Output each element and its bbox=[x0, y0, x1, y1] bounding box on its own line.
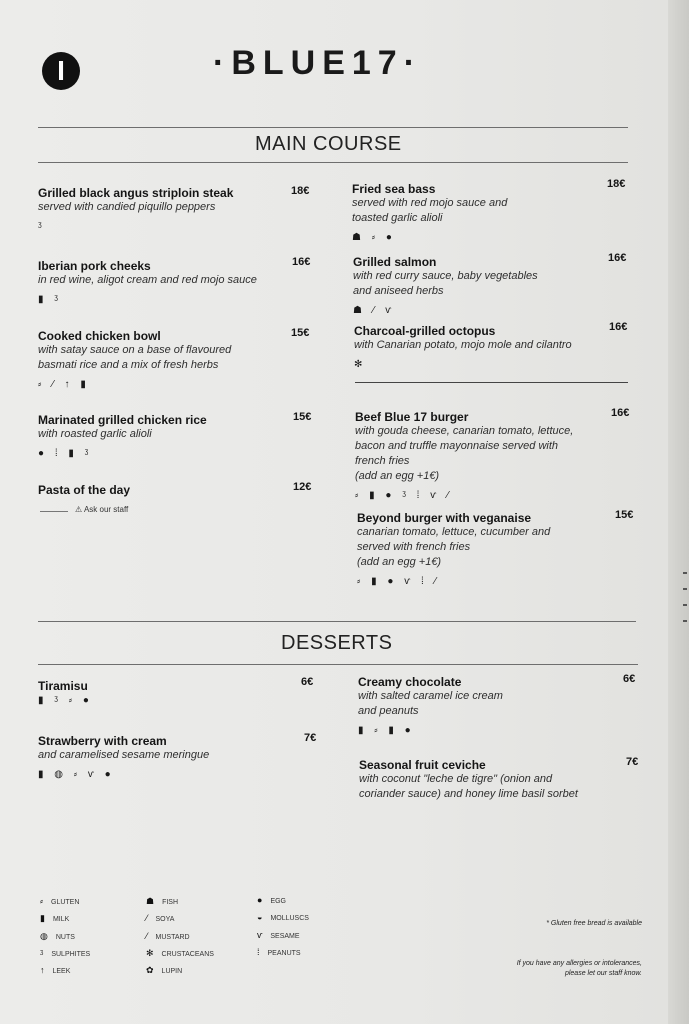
divider bbox=[38, 127, 628, 128]
item-price: 15€ bbox=[293, 411, 312, 423]
item-description: and caramelised sesame meringue bbox=[38, 749, 210, 761]
section-title-desserts: DESSERTS bbox=[281, 632, 393, 654]
item-description: with roasted garlic alioli bbox=[38, 428, 152, 440]
egg-icon: ● bbox=[257, 895, 263, 905]
item-name: Iberian pork cheeks bbox=[38, 259, 151, 273]
legend-gluten bbox=[40, 896, 79, 906]
legend-mustard bbox=[146, 931, 190, 941]
allergen-icons: ᶾ bbox=[38, 221, 46, 232]
crustaceans-icon: ✻ bbox=[146, 948, 154, 958]
allergen-icons: ▮ ᶾ bbox=[38, 294, 62, 305]
gluten-free-note: * Gluten free bread is available bbox=[546, 920, 642, 927]
item-price: 16€ bbox=[611, 407, 630, 419]
item-price: 6€ bbox=[623, 673, 636, 685]
item-name: Cooked chicken bowl bbox=[38, 329, 161, 343]
allergen-icons: ▮ ◍ ⸗ ⱱ ● bbox=[38, 769, 115, 780]
item-name: Grilled black angus striploin steak bbox=[38, 186, 234, 200]
leek-icon: ↑ bbox=[40, 965, 45, 975]
fish-icon: ☗ bbox=[146, 896, 155, 906]
allergen-icons: ▮ ᶾ ⸗ ● bbox=[38, 695, 93, 706]
legend-label: FISH bbox=[162, 899, 179, 906]
menu-item bbox=[352, 182, 602, 243]
divider bbox=[38, 664, 638, 665]
legend-molluscs bbox=[257, 912, 309, 922]
warning-icon: ⚠ bbox=[75, 505, 84, 514]
menu-item bbox=[357, 511, 612, 587]
allergen-icons: ☗ ⁄ ⱱ bbox=[353, 305, 396, 316]
allergen-icons: ✻ bbox=[354, 359, 367, 370]
legend-sulphites bbox=[40, 948, 90, 958]
legend-label: LUPIN bbox=[161, 968, 183, 975]
divider bbox=[38, 162, 628, 163]
gluten-icon: ⸗ bbox=[40, 896, 43, 906]
legend-label: CRUSTACEANS bbox=[161, 951, 214, 958]
item-name: Fried sea bass bbox=[352, 182, 436, 196]
ask-staff-line bbox=[40, 511, 68, 512]
item-price: 7€ bbox=[626, 756, 639, 768]
section-title-main-course: MAIN COURSE bbox=[255, 133, 402, 155]
page-edge bbox=[668, 0, 689, 1024]
menu-item bbox=[38, 259, 298, 305]
item-name: Beef Blue 17 burger bbox=[355, 410, 469, 424]
legend-label: PEANUTS bbox=[267, 950, 301, 957]
peanuts-icon: ⁞ bbox=[257, 947, 260, 957]
milk-icon: ▮ bbox=[40, 913, 45, 923]
legend-label: NUTS bbox=[55, 934, 75, 941]
legend-egg bbox=[257, 895, 286, 905]
item-price: 16€ bbox=[609, 321, 628, 333]
edge-mark bbox=[683, 588, 687, 590]
legend-label: LEEK bbox=[52, 968, 71, 975]
item-price: 16€ bbox=[608, 252, 627, 264]
item-name: Grilled salmon bbox=[353, 255, 437, 269]
item-name: Marinated grilled chicken rice bbox=[38, 413, 207, 427]
legend-label: GLUTEN bbox=[51, 899, 80, 906]
allergen-icons: ⸗ ⁄ ↑ ▮ bbox=[38, 379, 90, 390]
brand-title: ·BLUE17· bbox=[213, 44, 423, 82]
menu-item bbox=[38, 186, 278, 232]
item-name: Beyond burger with veganaise bbox=[357, 511, 532, 525]
item-price: 18€ bbox=[291, 185, 310, 197]
allergen-icons: ⸗ ▮ ● ⱱ ⁞ ⁄ bbox=[357, 576, 441, 587]
item-price: 12€ bbox=[293, 481, 312, 493]
legend-label: MILK bbox=[52, 916, 70, 923]
menu-item bbox=[358, 675, 608, 736]
legend-label: SULPHITES bbox=[51, 951, 91, 958]
item-price: 7€ bbox=[304, 732, 317, 744]
item-description: with gouda cheese, canarian tomato, lettuce, bacon and truffle mayonnaise served with french fries (add an egg +1€) bbox=[355, 425, 574, 482]
legend-sesame bbox=[257, 930, 300, 940]
legend-lupin bbox=[146, 965, 182, 976]
menu-item bbox=[359, 758, 629, 802]
ask-staff-text: Ask our staff bbox=[83, 505, 129, 514]
legend-label: MOLLUSCS bbox=[270, 915, 309, 922]
menu-item bbox=[38, 413, 288, 459]
legend-nuts bbox=[40, 931, 75, 942]
legend-leek bbox=[40, 965, 70, 975]
legend-fish bbox=[146, 896, 178, 907]
item-description: with coconut "leche de tigre" (onion and coriander sauce) and honey lime basil sorbet bbox=[359, 773, 578, 800]
item-price: 18€ bbox=[607, 178, 626, 190]
allergen-icons: ⸗ ▮ ● ᶾ ⁞ ⱱ ⁄ bbox=[355, 490, 453, 501]
item-description: served with candied piquillo peppers bbox=[38, 201, 216, 213]
item-description: with red curry sauce, baby vegetables and aniseed herbs bbox=[353, 270, 538, 297]
legend-soya bbox=[146, 913, 174, 923]
item-name: Strawberry with cream bbox=[38, 734, 167, 748]
soya-icon: ⁄ bbox=[146, 913, 148, 923]
sulphites-icon: ᶾ bbox=[40, 948, 44, 958]
mustard-icon: ⁄ bbox=[146, 931, 148, 941]
menu-item bbox=[38, 734, 288, 780]
item-description: canarian tomato, lettuce, cucumber and served with french fries (add an egg +1€) bbox=[357, 526, 551, 568]
lupin-icon: ✿ bbox=[146, 965, 154, 975]
molluscs-icon: ◒ bbox=[257, 912, 263, 922]
menu-item bbox=[354, 324, 614, 370]
item-name: Pasta of the day bbox=[38, 483, 131, 497]
allergen-icons: ☗ ⸗ ● bbox=[352, 232, 396, 243]
item-description: served with red mojo sauce and toasted garlic alioli bbox=[352, 197, 508, 224]
legend-label: MUSTARD bbox=[155, 934, 190, 941]
item-price: 15€ bbox=[615, 509, 634, 521]
item-description: in red wine, aligot cream and red mojo sauce bbox=[38, 274, 257, 286]
legend-crustaceans bbox=[146, 948, 214, 959]
ask-staff-note bbox=[75, 505, 128, 514]
item-price: 6€ bbox=[301, 676, 314, 688]
edge-mark bbox=[683, 604, 687, 606]
item-name: Creamy chocolate bbox=[358, 675, 462, 689]
allergies-note-line2: please let our staff know. bbox=[564, 970, 642, 977]
legend-label: SOYA bbox=[155, 916, 175, 923]
menu-item bbox=[38, 329, 288, 390]
legend-milk bbox=[40, 913, 69, 924]
nuts-icon: ◍ bbox=[40, 931, 48, 941]
edge-mark bbox=[683, 620, 687, 622]
menu-item bbox=[38, 483, 288, 497]
item-name: Seasonal fruit ceviche bbox=[359, 758, 486, 772]
edge-mark bbox=[683, 572, 687, 574]
item-description: with satay sauce on a base of flavoured basmati rice and a mix of fresh herbs bbox=[38, 344, 232, 371]
sesame-icon: ⱱ bbox=[257, 930, 263, 940]
item-name: Tiramisu bbox=[38, 679, 88, 693]
item-description: with Canarian potato, mojo mole and cilantro bbox=[354, 339, 572, 351]
item-price: 15€ bbox=[291, 327, 310, 339]
legend-peanuts bbox=[257, 947, 301, 957]
menu-item bbox=[355, 410, 615, 501]
allergen-icons: ▮ ⸗ ▮ ● bbox=[358, 725, 415, 736]
divider bbox=[355, 382, 628, 383]
item-name: Charcoal-grilled octopus bbox=[354, 324, 496, 338]
legend-label: EGG bbox=[270, 898, 286, 905]
item-price: 16€ bbox=[292, 256, 311, 268]
menu-item bbox=[38, 679, 288, 706]
logo: I bbox=[42, 52, 80, 90]
item-description: with salted caramel ice cream and peanuts bbox=[358, 690, 503, 717]
divider bbox=[38, 621, 636, 622]
allergies-note-line1: If you have any allergies or intolerances, bbox=[516, 960, 642, 967]
allergen-icons: ● ⁞ ▮ ᶾ bbox=[38, 448, 93, 459]
menu-item bbox=[353, 255, 603, 316]
legend-label: SESAME bbox=[270, 933, 300, 940]
